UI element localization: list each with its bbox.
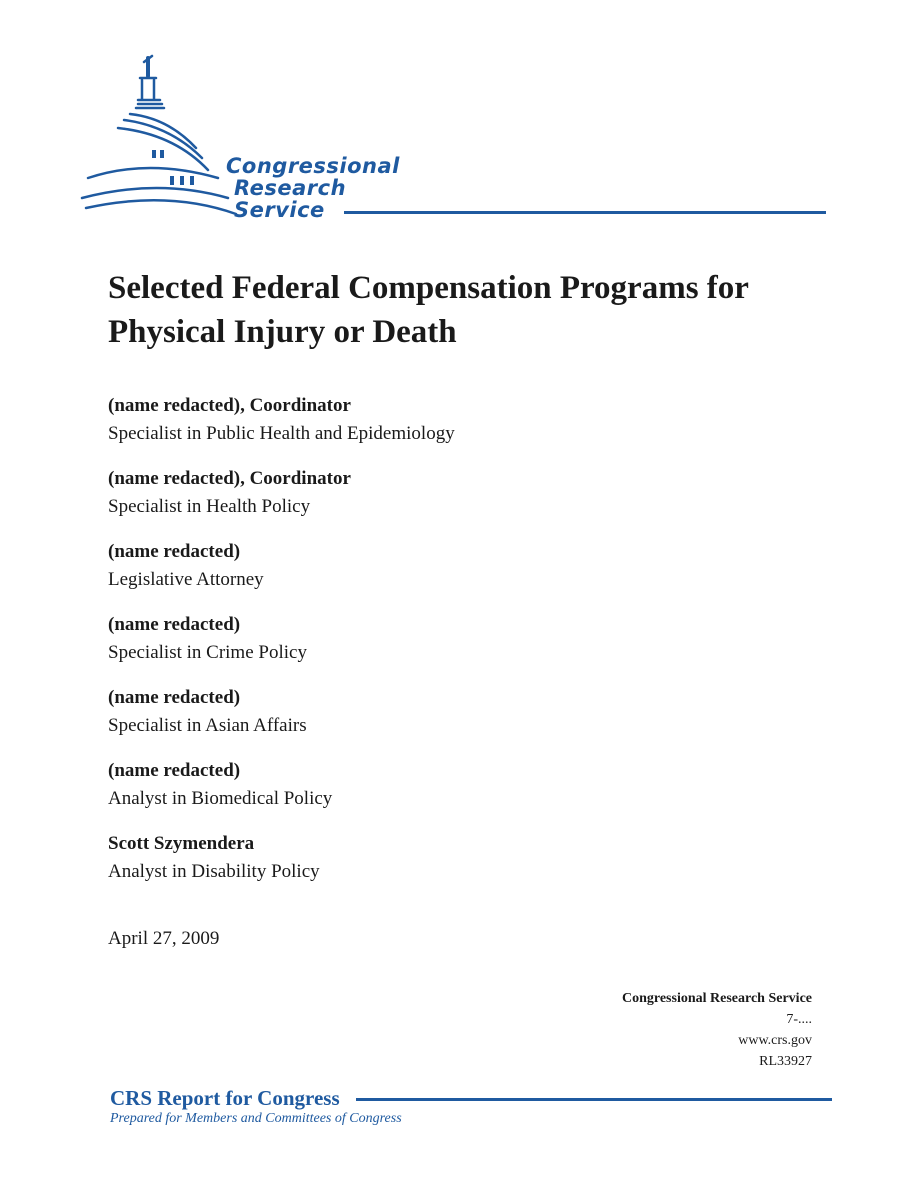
author-entry	[108, 538, 828, 594]
author-entry	[108, 830, 828, 886]
author-name: (name redacted)	[108, 614, 241, 635]
author-name: Scott Szymendera	[108, 833, 255, 854]
logo-text-research: Research	[234, 176, 347, 200]
page-title: Selected Federal Compensation Programs for Physical Injury or Death	[108, 270, 749, 350]
author-entry	[108, 757, 828, 813]
author-role: Analyst in Disability Policy	[108, 861, 320, 882]
crs-url[interactable]: www.crs.gov	[738, 1033, 812, 1048]
author-name: (name redacted)	[108, 687, 241, 708]
author-entry	[108, 684, 828, 740]
author-list	[108, 392, 828, 903]
author-entry	[108, 465, 828, 521]
report-subtitle: Prepared for Members and Committees of Congress	[110, 1111, 402, 1126]
author-name: (name redacted), Coordinator	[108, 468, 351, 489]
crs-contact-block	[622, 988, 812, 1072]
author-role: Specialist in Crime Policy	[108, 642, 307, 663]
author-name: (name redacted)	[108, 541, 241, 562]
author-role: Specialist in Public Health and Epidemiology	[108, 423, 455, 444]
crs-org-name: Congressional Research Service	[621, 991, 812, 1006]
report-title: CRS Report for Congress	[110, 1086, 340, 1110]
report-rule	[356, 1098, 832, 1101]
logo-rule	[344, 211, 826, 214]
capitol-dome-icon	[78, 48, 238, 223]
report-date: April 27, 2009	[108, 928, 220, 949]
author-role: Specialist in Asian Affairs	[108, 715, 307, 736]
crs-logo	[78, 48, 838, 228]
author-entry	[108, 392, 828, 448]
logo-text-congressional: Congressional	[226, 154, 400, 178]
author-role: Legislative Attorney	[108, 569, 264, 590]
author-name: (name redacted), Coordinator	[108, 395, 351, 416]
author-role: Specialist in Health Policy	[108, 496, 311, 517]
author-entry	[108, 611, 828, 667]
author-name: (name redacted)	[108, 760, 241, 781]
crs-phone: 7-....	[786, 1012, 812, 1027]
logo-text-service: Service	[234, 198, 325, 222]
author-role: Analyst in Biomedical Policy	[108, 788, 333, 809]
crs-report-number: RL33927	[759, 1054, 812, 1069]
